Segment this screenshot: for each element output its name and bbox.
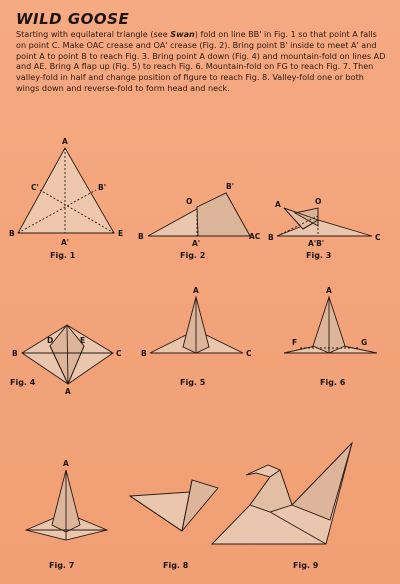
fig-6-point-a: A [326, 286, 332, 295]
fig-6-caption: Fig. 6 [320, 378, 346, 387]
fig-1-point-aprime: A' [61, 238, 70, 247]
fig-2-caption: Fig. 2 [180, 251, 206, 260]
fig-7-caption: Fig. 7 [49, 561, 75, 570]
instructions-post: ) fold on line BB' in Fig. 1 so that point A falls on point C. Make OAC crease and OA' crease (Fig. 2). Bring point B' inside to meet A' and point A to point B to reach Fig. 3. Bring point A down (Fig. 4) and mountain-fold on lines AD and AE. Bring A flap up (Fig. 5) to reach Fig. 6. Mountain-fold on FG to reach Fig. 7. Then valley-fold in half and change position of figure to reach Fig. 8. Valley-fold one or both wings down and reverse-fold to form head and neck. [16, 29, 386, 93]
fig-5-point-c: C [246, 349, 252, 358]
fig-4-point-d: D [47, 336, 54, 345]
fig-1-point-a: A [62, 137, 68, 146]
fig-4-point-b: B [12, 349, 18, 358]
fig-3-point-a: A [275, 200, 281, 209]
fig-1-point-e: E [118, 229, 124, 238]
fig-4-point-e: E [80, 336, 86, 345]
fig-3-point-aprime-bprime: A'B' [308, 239, 325, 248]
fig-2-drawing [148, 193, 250, 236]
fig-2-point-o: O [186, 197, 193, 206]
fig-1-caption: Fig. 1 [50, 251, 76, 260]
fig-6-point-f: F [292, 338, 298, 347]
fig-9-drawing [212, 443, 352, 544]
fig-5-point-b: B [141, 349, 147, 358]
fig-3-point-c: C [375, 233, 381, 242]
fig-7-point-a: A [63, 459, 69, 468]
fig-5-caption: Fig. 5 [180, 378, 206, 387]
fig-3-point-b: B [268, 233, 274, 242]
fig-4-drawing [22, 325, 113, 384]
fig-2-point-b: B [138, 232, 144, 241]
fig-1-point-b: B [9, 229, 15, 238]
fig-8-drawing [130, 480, 218, 531]
fig-5-drawing [150, 297, 243, 353]
fig-4-point-a: A [65, 387, 71, 396]
fig-1-point-c: C' [31, 183, 39, 192]
page-title: WILD GOOSE [16, 10, 130, 28]
fig-4-caption: Fig. 4 [10, 378, 36, 387]
fig-2-point-ac: AC [249, 232, 261, 241]
fig-9-caption: Fig. 9 [293, 561, 319, 570]
fig-2-point-bprime: B' [226, 182, 235, 191]
fig-3-caption: Fig. 3 [306, 251, 332, 260]
fig-7-drawing [26, 470, 107, 540]
instructions-pre: Starting with equilateral triangle (see [16, 29, 171, 39]
fig-6-point-g: G [361, 338, 368, 347]
fig-5-point-a: A [193, 286, 199, 295]
fig-1-point-bprime: B' [98, 183, 107, 192]
fig-8-caption: Fig. 8 [163, 561, 189, 570]
fig-3-point-o: O [315, 197, 322, 206]
fig-2-point-aprime: A' [192, 239, 201, 248]
fig-3-drawing [277, 208, 372, 236]
fig-4-point-c: C [116, 349, 122, 358]
instructions-emphasis: Swan [170, 29, 195, 39]
